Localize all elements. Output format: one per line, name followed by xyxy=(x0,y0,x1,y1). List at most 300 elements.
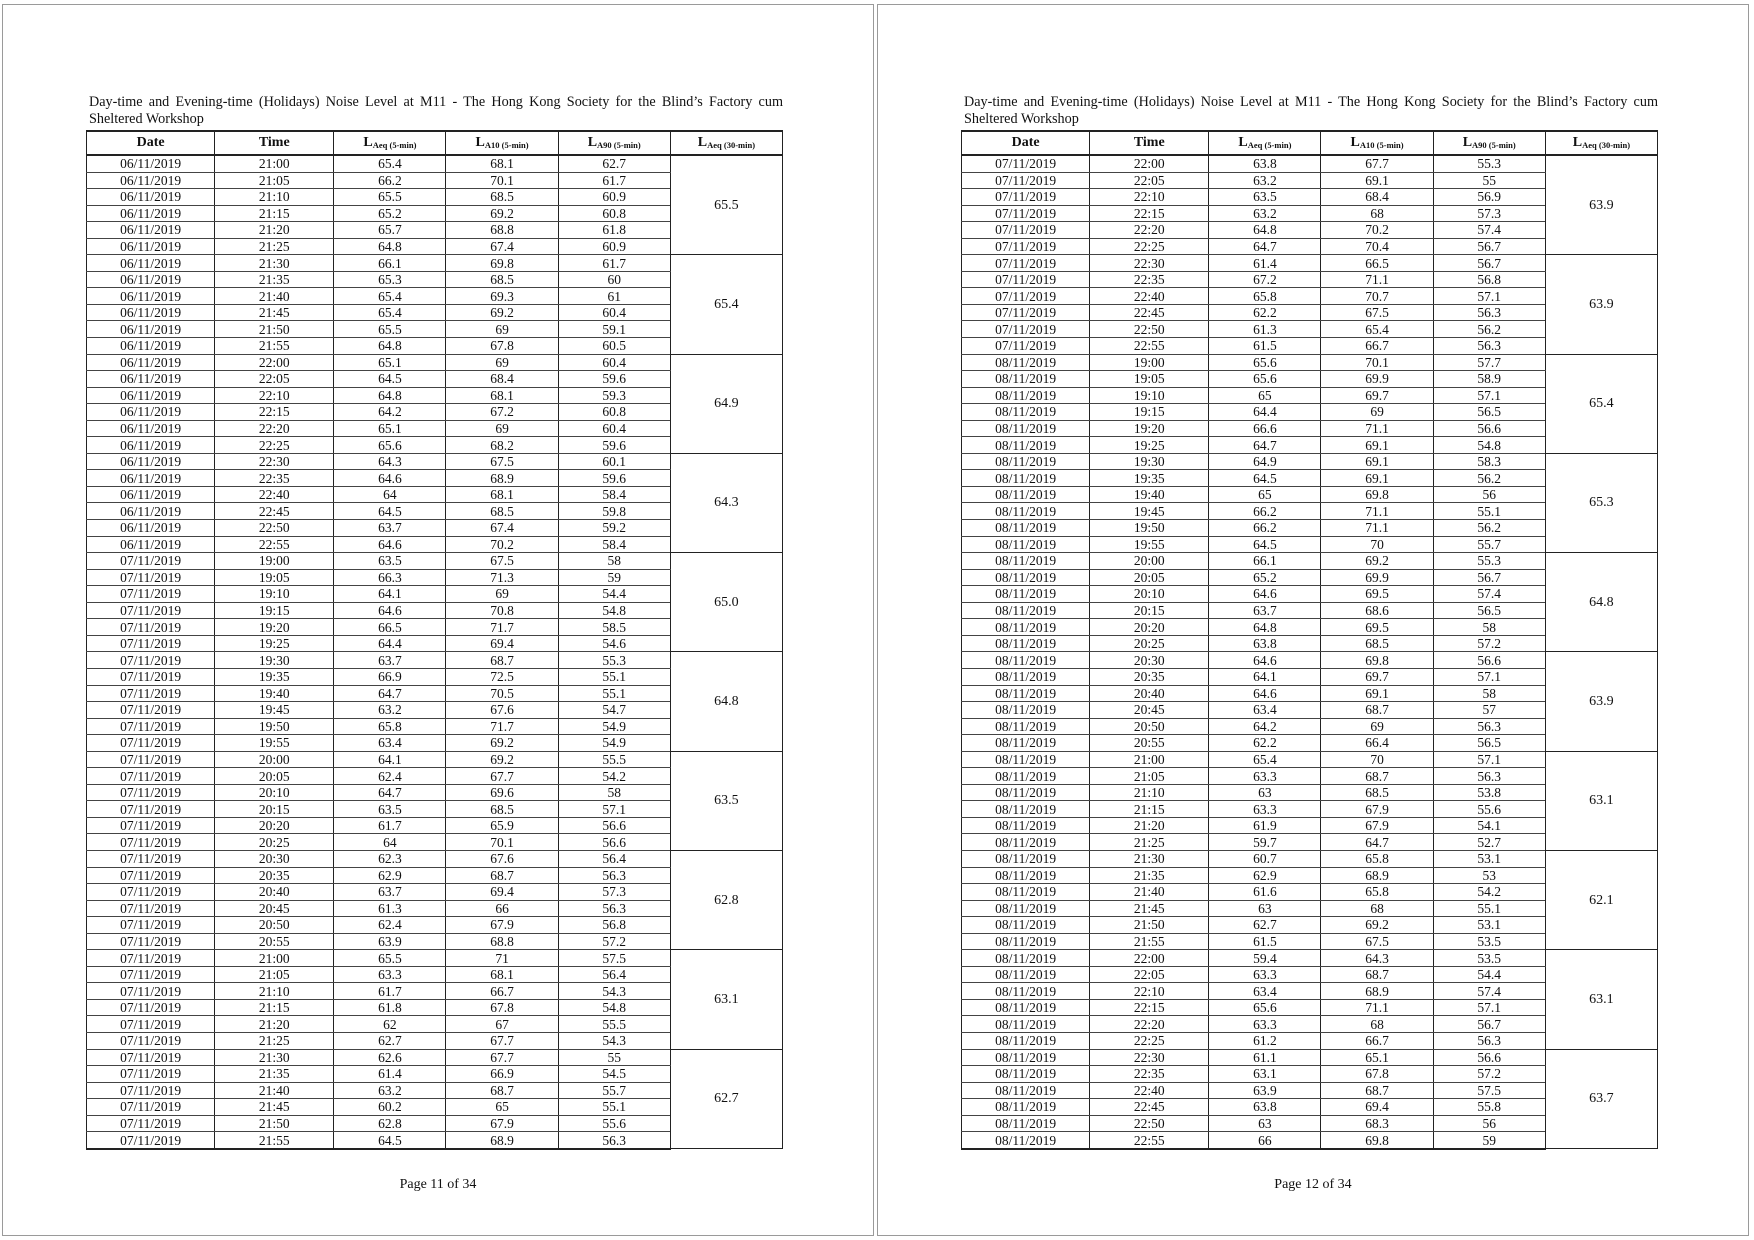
date-cell: 08/11/2019 xyxy=(962,404,1090,421)
la90-5min-cell: 57.5 xyxy=(1433,1082,1545,1099)
time-cell: 20:25 xyxy=(1090,635,1209,652)
la90-5min-cell: 55.5 xyxy=(558,1016,670,1033)
date-cell: 07/11/2019 xyxy=(962,271,1090,288)
la90-5min-cell: 56.7 xyxy=(1433,255,1545,272)
table-header-row xyxy=(962,131,1658,155)
time-cell: 21:25 xyxy=(215,238,334,255)
time-cell: 19:00 xyxy=(1090,354,1209,371)
laeq-5min-cell: 64 xyxy=(334,834,446,851)
time-cell: 22:45 xyxy=(1090,304,1209,321)
date-cell: 07/11/2019 xyxy=(87,884,215,901)
laeq-5min-cell: 63.8 xyxy=(1209,155,1321,172)
laeq-5min-cell: 64.5 xyxy=(334,503,446,520)
time-cell: 20:00 xyxy=(215,751,334,768)
date-cell: 08/11/2019 xyxy=(962,619,1090,636)
date-cell: 06/11/2019 xyxy=(87,354,215,371)
date-cell: 08/11/2019 xyxy=(962,486,1090,503)
date-cell: 08/11/2019 xyxy=(962,1066,1090,1083)
date-cell: 07/11/2019 xyxy=(87,1049,215,1066)
la10-5min-cell: 67.9 xyxy=(446,917,558,934)
table-row xyxy=(87,354,783,371)
time-cell: 19:40 xyxy=(1090,486,1209,503)
la90-5min-cell: 54.5 xyxy=(558,1066,670,1083)
laeq-5min-cell: 63.2 xyxy=(1209,172,1321,189)
time-cell: 22:00 xyxy=(215,354,334,371)
la10-5min-cell: 66.5 xyxy=(1321,255,1433,272)
la90-5min-cell: 52.7 xyxy=(1433,834,1545,851)
laeq-5min-cell: 66.6 xyxy=(1209,420,1321,437)
la90-5min-cell: 56.4 xyxy=(558,966,670,983)
date-cell: 07/11/2019 xyxy=(87,1032,215,1049)
la90-5min-cell: 56.6 xyxy=(1433,1049,1545,1066)
laeq-5min-cell: 64.1 xyxy=(334,586,446,603)
laeq-5min-cell: 61.1 xyxy=(1209,1049,1321,1066)
la90-5min-cell: 56 xyxy=(1433,1115,1545,1132)
la90-5min-cell: 57.2 xyxy=(1433,635,1545,652)
laeq-5min-cell: 63.7 xyxy=(334,884,446,901)
laeq-5min-cell: 65.5 xyxy=(334,950,446,967)
table-row xyxy=(87,850,783,867)
date-cell: 07/11/2019 xyxy=(87,784,215,801)
la90-5min-cell: 58 xyxy=(1433,685,1545,702)
date-cell: 06/11/2019 xyxy=(87,338,215,355)
laeq-5min-cell: 65.4 xyxy=(334,288,446,305)
time-cell: 20:55 xyxy=(215,933,334,950)
laeq-30min-cell: 65.5 xyxy=(670,155,782,255)
la10-5min-cell: 65.4 xyxy=(1321,321,1433,338)
laeq-5min-cell: 64.6 xyxy=(1209,586,1321,603)
la90-5min-cell: 57 xyxy=(1433,702,1545,719)
table-row xyxy=(962,155,1658,172)
la90-5min-cell: 59 xyxy=(1433,1132,1545,1149)
date-cell: 06/11/2019 xyxy=(87,222,215,239)
header-la10-5min xyxy=(446,131,558,155)
la90-5min-cell: 57.1 xyxy=(1433,668,1545,685)
time-cell: 21:45 xyxy=(215,304,334,321)
la10-5min-cell: 68.5 xyxy=(446,271,558,288)
time-cell: 20:50 xyxy=(215,917,334,934)
date-cell: 08/11/2019 xyxy=(962,702,1090,719)
la10-5min-cell: 71.7 xyxy=(446,718,558,735)
laeq-5min-cell: 65.6 xyxy=(334,437,446,454)
date-cell: 08/11/2019 xyxy=(962,850,1090,867)
la10-5min-cell: 69.8 xyxy=(1321,652,1433,669)
header-la90-5min-main: L xyxy=(1462,135,1473,150)
time-cell: 22:40 xyxy=(1090,1082,1209,1099)
time-cell: 22:15 xyxy=(1090,205,1209,222)
time-cell: 19:10 xyxy=(1090,387,1209,404)
laeq-5min-cell: 64.4 xyxy=(1209,404,1321,421)
laeq-30min-cell: 63.5 xyxy=(670,751,782,850)
laeq-5min-cell: 61.5 xyxy=(1209,933,1321,950)
header-laeq-5min-main: L xyxy=(363,135,373,150)
la90-5min-cell: 61.7 xyxy=(558,172,670,189)
la10-5min-cell: 67.5 xyxy=(446,453,558,470)
la10-5min-cell: 69.2 xyxy=(446,205,558,222)
laeq-5min-cell: 65.8 xyxy=(1209,288,1321,305)
laeq-5min-cell: 65.4 xyxy=(334,304,446,321)
laeq-5min-cell: 62.7 xyxy=(1209,917,1321,934)
la90-5min-cell: 56.3 xyxy=(1433,1032,1545,1049)
header-laeq-30min-main: L xyxy=(1572,135,1583,150)
la10-5min-cell: 69.4 xyxy=(1321,1099,1433,1116)
date-cell: 06/11/2019 xyxy=(87,371,215,388)
laeq-5min-cell: 66.5 xyxy=(334,619,446,636)
la90-5min-cell: 56.7 xyxy=(1433,1016,1545,1033)
la10-5min-cell: 69.2 xyxy=(446,751,558,768)
table-row xyxy=(87,453,783,470)
la10-5min-cell: 69.9 xyxy=(1321,569,1433,586)
date-cell: 07/11/2019 xyxy=(962,338,1090,355)
la10-5min-cell: 68.8 xyxy=(446,222,558,239)
date-cell: 08/11/2019 xyxy=(962,652,1090,669)
time-cell: 19:30 xyxy=(215,652,334,669)
time-cell: 22:00 xyxy=(1090,155,1209,172)
time-cell: 20:10 xyxy=(1090,586,1209,603)
time-cell: 21:05 xyxy=(215,172,334,189)
date-cell: 08/11/2019 xyxy=(962,1132,1090,1149)
time-cell: 22:25 xyxy=(1090,1032,1209,1049)
header-laeq-30min-sub: Aeq (30-min) xyxy=(707,140,756,150)
laeq-30min-cell: 63.1 xyxy=(1545,751,1657,850)
laeq-5min-cell: 63.1 xyxy=(1209,1066,1321,1083)
date-cell: 08/11/2019 xyxy=(962,1082,1090,1099)
laeq-30min-cell: 65.3 xyxy=(1545,453,1657,552)
la90-5min-cell: 54.4 xyxy=(1433,966,1545,983)
time-cell: 20:55 xyxy=(1090,735,1209,752)
laeq-5min-cell: 65.6 xyxy=(1209,371,1321,388)
header-laeq-5min xyxy=(334,131,446,155)
la90-5min-cell: 55.6 xyxy=(1433,801,1545,818)
laeq-5min-cell: 63.5 xyxy=(334,553,446,570)
header-laeq-5min-sub: Aeq (5-min) xyxy=(372,140,417,150)
date-cell: 08/11/2019 xyxy=(962,420,1090,437)
la90-5min-cell: 56.3 xyxy=(1433,718,1545,735)
la90-5min-cell: 54.3 xyxy=(558,1032,670,1049)
date-cell: 07/11/2019 xyxy=(87,850,215,867)
time-cell: 20:25 xyxy=(215,834,334,851)
laeq-5min-cell: 64.6 xyxy=(1209,652,1321,669)
la10-5min-cell: 67.6 xyxy=(446,702,558,719)
laeq-5min-cell: 66.2 xyxy=(334,172,446,189)
time-cell: 19:25 xyxy=(1090,437,1209,454)
time-cell: 22:45 xyxy=(215,503,334,520)
la10-5min-cell: 69.8 xyxy=(1321,486,1433,503)
la10-5min-cell: 65.1 xyxy=(1321,1049,1433,1066)
la90-5min-cell: 57.7 xyxy=(1433,354,1545,371)
laeq-30min-cell: 63.1 xyxy=(1545,950,1657,1049)
page-title-continued: Sheltered Workshop xyxy=(964,111,1079,127)
time-cell: 20:35 xyxy=(215,867,334,884)
la90-5min-cell: 58 xyxy=(558,784,670,801)
laeq-5min-cell: 61.4 xyxy=(1209,255,1321,272)
table-row xyxy=(962,354,1658,371)
la10-5min-cell: 71.7 xyxy=(446,619,558,636)
time-cell: 22:25 xyxy=(1090,238,1209,255)
laeq-5min-cell: 62.6 xyxy=(334,1049,446,1066)
la90-5min-cell: 56.3 xyxy=(558,900,670,917)
laeq-5min-cell: 63.2 xyxy=(334,702,446,719)
la10-5min-cell: 67.5 xyxy=(446,553,558,570)
table-row xyxy=(87,155,783,172)
header-la90-5min-main: L xyxy=(587,135,598,150)
la90-5min-cell: 55.8 xyxy=(1433,1099,1545,1116)
time-cell: 21:10 xyxy=(215,189,334,206)
la10-5min-cell: 69.2 xyxy=(446,304,558,321)
date-cell: 07/11/2019 xyxy=(962,189,1090,206)
date-cell: 07/11/2019 xyxy=(87,553,215,570)
la90-5min-cell: 55.1 xyxy=(1433,503,1545,520)
laeq-5min-cell: 66 xyxy=(1209,1132,1321,1149)
la10-5min-cell: 68.4 xyxy=(1321,189,1433,206)
laeq-5min-cell: 60.7 xyxy=(1209,850,1321,867)
date-cell: 06/11/2019 xyxy=(87,387,215,404)
la10-5min-cell: 71 xyxy=(446,950,558,967)
header-laeq-30min xyxy=(670,131,782,155)
time-cell: 21:50 xyxy=(215,321,334,338)
la10-5min-cell: 69.7 xyxy=(1321,668,1433,685)
time-cell: 21:55 xyxy=(215,1132,334,1149)
header-laeq-30min xyxy=(1545,131,1657,155)
la10-5min-cell: 69.1 xyxy=(1321,172,1433,189)
laeq-5min-cell: 65.5 xyxy=(334,189,446,206)
laeq-5min-cell: 62.4 xyxy=(334,917,446,934)
laeq-5min-cell: 62.7 xyxy=(334,1032,446,1049)
la10-5min-cell: 69.4 xyxy=(446,635,558,652)
la90-5min-cell: 55.1 xyxy=(558,1099,670,1116)
time-cell: 19:55 xyxy=(1090,536,1209,553)
la10-5min-cell: 68 xyxy=(1321,900,1433,917)
la10-5min-cell: 67.9 xyxy=(1321,801,1433,818)
laeq-5min-cell: 65.2 xyxy=(1209,569,1321,586)
la10-5min-cell: 67.7 xyxy=(1321,155,1433,172)
date-cell: 08/11/2019 xyxy=(962,1016,1090,1033)
la10-5min-cell: 67 xyxy=(446,1016,558,1033)
laeq-5min-cell: 64.6 xyxy=(334,602,446,619)
laeq-5min-cell: 65.8 xyxy=(334,718,446,735)
la10-5min-cell: 65 xyxy=(446,1099,558,1116)
header-laeq-5min xyxy=(1209,131,1321,155)
la10-5min-cell: 68.7 xyxy=(446,867,558,884)
la10-5min-cell: 69.8 xyxy=(446,255,558,272)
time-cell: 19:35 xyxy=(1090,470,1209,487)
laeq-5min-cell: 64.7 xyxy=(334,685,446,702)
time-cell: 20:35 xyxy=(1090,668,1209,685)
date-cell: 06/11/2019 xyxy=(87,321,215,338)
laeq-5min-cell: 64.8 xyxy=(1209,619,1321,636)
la10-5min-cell: 67.7 xyxy=(446,1049,558,1066)
la10-5min-cell: 69.8 xyxy=(1321,1132,1433,1149)
date-cell: 07/11/2019 xyxy=(962,238,1090,255)
la90-5min-cell: 58.9 xyxy=(1433,371,1545,388)
la10-5min-cell: 69 xyxy=(446,420,558,437)
la90-5min-cell: 54.9 xyxy=(558,735,670,752)
laeq-5min-cell: 64.9 xyxy=(1209,453,1321,470)
laeq-30min-cell: 63.1 xyxy=(670,950,782,1049)
time-cell: 20:00 xyxy=(1090,553,1209,570)
la90-5min-cell: 53.5 xyxy=(1433,933,1545,950)
time-cell: 21:20 xyxy=(1090,817,1209,834)
laeq-5min-cell: 64.2 xyxy=(334,404,446,421)
time-cell: 19:55 xyxy=(215,735,334,752)
time-cell: 22:30 xyxy=(1090,1049,1209,1066)
date-cell: 06/11/2019 xyxy=(87,271,215,288)
la90-5min-cell: 59.6 xyxy=(558,371,670,388)
laeq-5min-cell: 64.8 xyxy=(334,238,446,255)
time-cell: 20:20 xyxy=(215,817,334,834)
laeq-5min-cell: 64.8 xyxy=(1209,222,1321,239)
date-cell: 07/11/2019 xyxy=(87,735,215,752)
la90-5min-cell: 59.8 xyxy=(558,503,670,520)
laeq-5min-cell: 64.7 xyxy=(334,784,446,801)
laeq-30min-cell: 62.1 xyxy=(1545,850,1657,949)
date-cell: 07/11/2019 xyxy=(87,685,215,702)
laeq-30min-cell: 64.8 xyxy=(670,652,782,751)
date-cell: 08/11/2019 xyxy=(962,1115,1090,1132)
la10-5min-cell: 70 xyxy=(1321,536,1433,553)
la10-5min-cell: 70.2 xyxy=(1321,222,1433,239)
la10-5min-cell: 68.9 xyxy=(446,470,558,487)
la90-5min-cell: 54.4 xyxy=(558,586,670,603)
time-cell: 21:00 xyxy=(215,155,334,172)
la90-5min-cell: 56.6 xyxy=(558,834,670,851)
laeq-5min-cell: 61.7 xyxy=(334,817,446,834)
time-cell: 19:15 xyxy=(215,602,334,619)
time-cell: 21:35 xyxy=(215,1066,334,1083)
date-cell: 07/11/2019 xyxy=(87,586,215,603)
date-cell: 07/11/2019 xyxy=(87,834,215,851)
la10-5min-cell: 65.9 xyxy=(446,817,558,834)
la10-5min-cell: 69.1 xyxy=(1321,470,1433,487)
laeq-5min-cell: 65.5 xyxy=(334,321,446,338)
header-date: Date xyxy=(87,131,215,155)
laeq-30min-cell: 63.7 xyxy=(1545,1049,1657,1149)
time-cell: 19:15 xyxy=(1090,404,1209,421)
la10-5min-cell: 68.7 xyxy=(1321,768,1433,785)
date-cell: 08/11/2019 xyxy=(962,801,1090,818)
laeq-5min-cell: 65.6 xyxy=(1209,999,1321,1016)
la90-5min-cell: 55.1 xyxy=(1433,900,1545,917)
date-cell: 06/11/2019 xyxy=(87,255,215,272)
date-cell: 08/11/2019 xyxy=(962,751,1090,768)
time-cell: 21:45 xyxy=(215,1099,334,1116)
laeq-5min-cell: 63.3 xyxy=(1209,801,1321,818)
la10-5min-cell: 68.5 xyxy=(446,189,558,206)
laeq-5min-cell: 59.7 xyxy=(1209,834,1321,851)
date-cell: 06/11/2019 xyxy=(87,486,215,503)
time-cell: 22:35 xyxy=(1090,1066,1209,1083)
date-cell: 06/11/2019 xyxy=(87,503,215,520)
time-cell: 20:15 xyxy=(1090,602,1209,619)
time-cell: 22:10 xyxy=(1090,189,1209,206)
la10-5min-cell: 65.8 xyxy=(1321,884,1433,901)
la10-5min-cell: 67.6 xyxy=(446,850,558,867)
la90-5min-cell: 56.2 xyxy=(1433,520,1545,537)
la90-5min-cell: 59 xyxy=(558,569,670,586)
la10-5min-cell: 69.5 xyxy=(1321,586,1433,603)
la10-5min-cell: 70 xyxy=(1321,751,1433,768)
laeq-5min-cell: 63.7 xyxy=(334,652,446,669)
table-row xyxy=(962,553,1658,570)
la90-5min-cell: 61.7 xyxy=(558,255,670,272)
date-cell: 08/11/2019 xyxy=(962,950,1090,967)
date-cell: 07/11/2019 xyxy=(87,983,215,1000)
laeq-30min-cell: 64.9 xyxy=(670,354,782,453)
time-cell: 22:05 xyxy=(215,371,334,388)
date-cell: 07/11/2019 xyxy=(87,668,215,685)
la90-5min-cell: 56.3 xyxy=(558,1132,670,1149)
laeq-5min-cell: 61.7 xyxy=(334,983,446,1000)
la10-5min-cell: 66.9 xyxy=(446,1066,558,1083)
time-cell: 20:10 xyxy=(215,784,334,801)
la10-5min-cell: 69 xyxy=(446,354,558,371)
time-cell: 21:25 xyxy=(215,1032,334,1049)
la90-5min-cell: 58.5 xyxy=(558,619,670,636)
laeq-5min-cell: 62.8 xyxy=(334,1115,446,1132)
header-la90-5min xyxy=(558,131,670,155)
table-row xyxy=(962,453,1658,470)
date-cell: 08/11/2019 xyxy=(962,437,1090,454)
la10-5min-cell: 69.6 xyxy=(446,784,558,801)
la10-5min-cell: 68.9 xyxy=(1321,867,1433,884)
time-cell: 21:10 xyxy=(215,983,334,1000)
date-cell: 07/11/2019 xyxy=(87,569,215,586)
laeq-5min-cell: 66.2 xyxy=(1209,503,1321,520)
la90-5min-cell: 57.4 xyxy=(1433,983,1545,1000)
la90-5min-cell: 60.9 xyxy=(558,189,670,206)
la10-5min-cell: 69.1 xyxy=(1321,437,1433,454)
date-cell: 08/11/2019 xyxy=(962,966,1090,983)
la10-5min-cell: 67.8 xyxy=(446,338,558,355)
date-cell: 07/11/2019 xyxy=(87,602,215,619)
la10-5min-cell: 69.5 xyxy=(1321,619,1433,636)
laeq-5min-cell: 62.2 xyxy=(1209,304,1321,321)
laeq-5min-cell: 64.7 xyxy=(1209,238,1321,255)
la10-5min-cell: 67.2 xyxy=(446,404,558,421)
date-cell: 07/11/2019 xyxy=(962,321,1090,338)
header-la90-5min-sub: A90 (5-min) xyxy=(597,140,641,150)
la90-5min-cell: 55.7 xyxy=(558,1082,670,1099)
date-cell: 08/11/2019 xyxy=(962,569,1090,586)
laeq-5min-cell: 64.5 xyxy=(334,371,446,388)
laeq-5min-cell: 61.9 xyxy=(1209,817,1321,834)
time-cell: 19:05 xyxy=(215,569,334,586)
la10-5min-cell: 68.7 xyxy=(1321,966,1433,983)
la90-5min-cell: 55 xyxy=(1433,172,1545,189)
laeq-5min-cell: 63 xyxy=(1209,784,1321,801)
la10-5min-cell: 68.4 xyxy=(446,371,558,388)
date-cell: 08/11/2019 xyxy=(962,586,1090,603)
laeq-5min-cell: 63 xyxy=(1209,1115,1321,1132)
date-cell: 08/11/2019 xyxy=(962,884,1090,901)
date-cell: 06/11/2019 xyxy=(87,155,215,172)
date-cell: 06/11/2019 xyxy=(87,404,215,421)
la10-5min-cell: 66.7 xyxy=(1321,338,1433,355)
table-row xyxy=(87,950,783,967)
la10-5min-cell: 68.2 xyxy=(446,437,558,454)
la90-5min-cell: 54.8 xyxy=(558,602,670,619)
la90-5min-cell: 57.2 xyxy=(558,933,670,950)
time-cell: 21:30 xyxy=(215,1049,334,1066)
la90-5min-cell: 56.3 xyxy=(1433,768,1545,785)
date-cell: 06/11/2019 xyxy=(87,437,215,454)
la10-5min-cell: 69.9 xyxy=(1321,371,1433,388)
table-row xyxy=(962,652,1658,669)
la10-5min-cell: 69.1 xyxy=(1321,453,1433,470)
time-cell: 20:30 xyxy=(215,850,334,867)
la10-5min-cell: 69 xyxy=(1321,404,1433,421)
la90-5min-cell: 56.5 xyxy=(1433,404,1545,421)
